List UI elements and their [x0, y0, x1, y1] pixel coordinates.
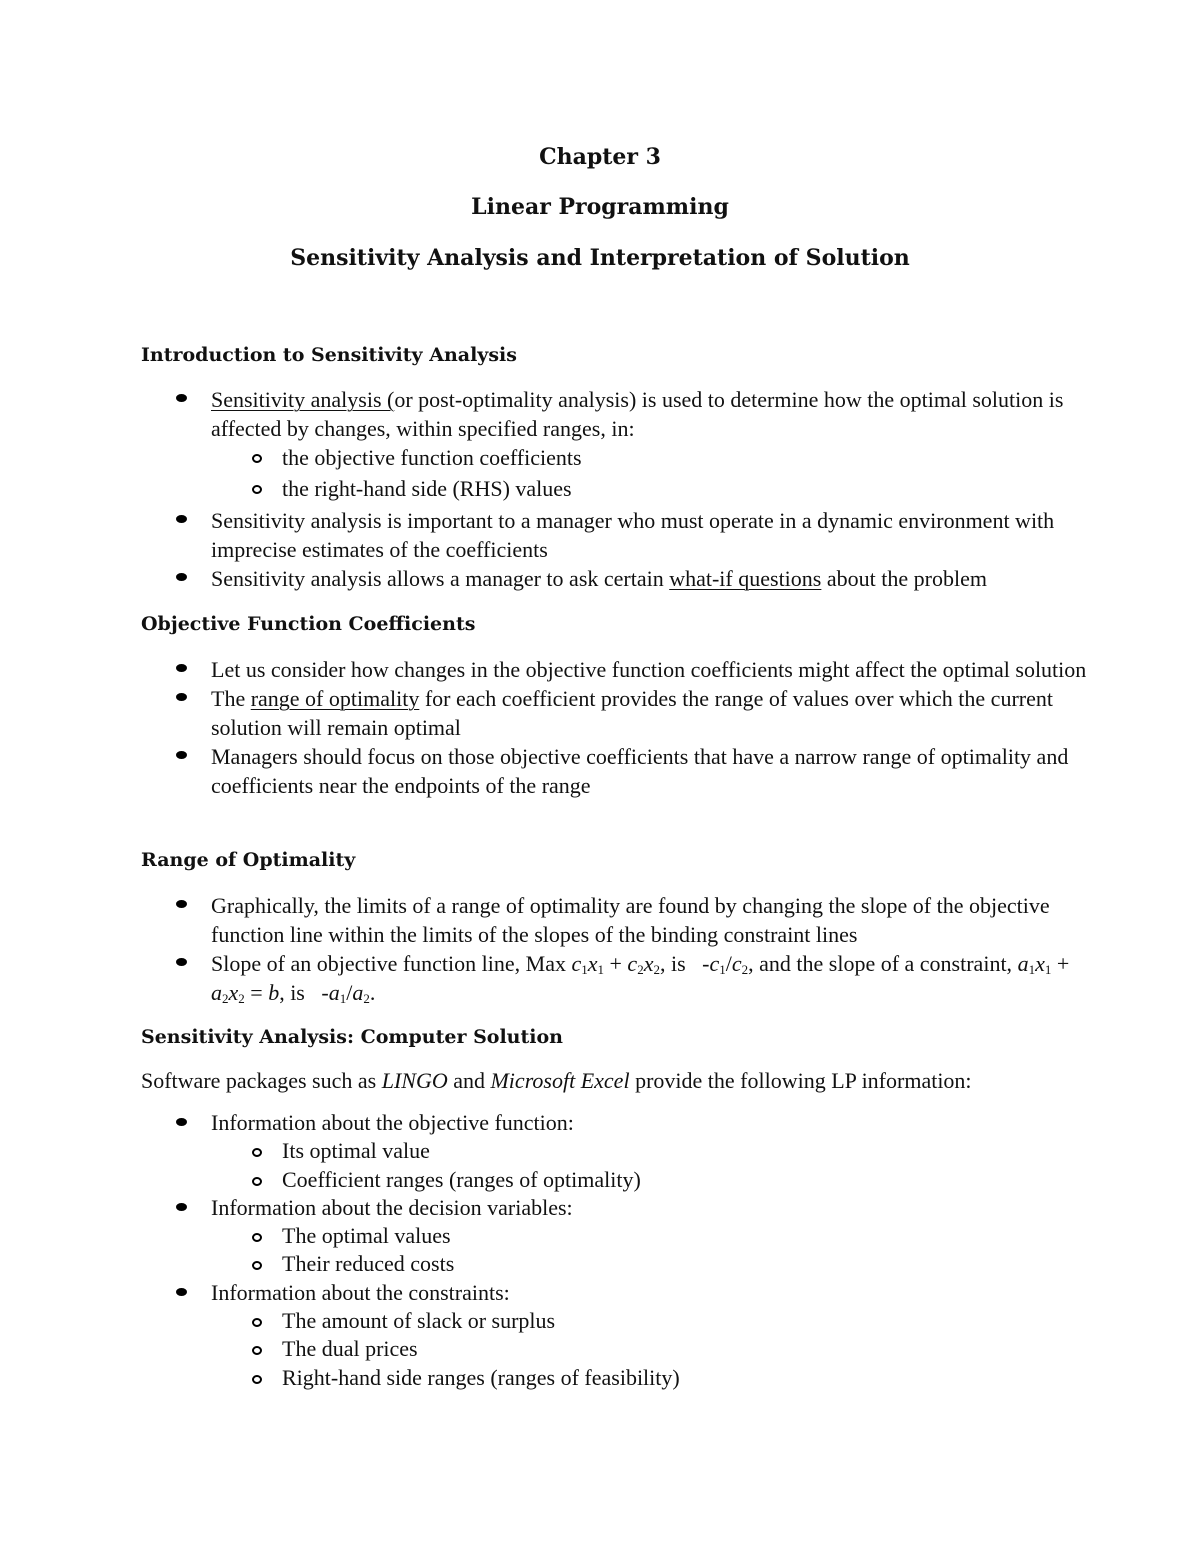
term-range-of-optimality: range of optimality	[250, 686, 420, 711]
bullet-icon	[176, 515, 187, 523]
subject-title: Linear Programming	[471, 194, 729, 220]
intro-list	[211, 385, 1091, 593]
list-item	[211, 742, 1091, 800]
list-item	[211, 891, 1091, 949]
list-item	[211, 949, 1091, 1007]
list-item	[211, 1279, 1091, 1307]
bullet-icon	[176, 1118, 187, 1126]
bullet-icon	[176, 664, 187, 672]
sub-list-item-text: Their reduced costs	[282, 1251, 455, 1277]
sub-list-item	[211, 1364, 1091, 1392]
sub-list-item-text: Coefficient ranges (ranges of optimality)	[282, 1166, 641, 1192]
bullet-icon	[176, 751, 187, 759]
bullet-icon	[176, 394, 187, 402]
list-item-text: The	[211, 686, 251, 711]
list-item	[211, 564, 1091, 593]
heading-computer: Sensitivity Analysis: Computer Solution	[141, 1026, 563, 1048]
list-item-text: about the problem	[821, 566, 987, 591]
heading-range: Range of Optimality	[141, 849, 356, 871]
list-item	[211, 506, 1091, 564]
circle-bullet-icon	[252, 1375, 262, 1384]
list-item-text: Graphically, the limits of a range of optimality are found by changing the slope of the objective function line within the limits of the slopes of the binding constraint lines	[211, 893, 1050, 947]
list-item-text: or post-optimality analysis) is used to determine how the optimal solution is affected by changes, within specified ranges, in:	[211, 387, 1064, 441]
bullet-icon	[176, 1203, 187, 1211]
computer-intro-paragraph: Software packages such as LINGO and Microsoft Excel provide the following LP information:	[141, 1068, 972, 1093]
circle-bullet-icon	[252, 1261, 262, 1270]
list-item	[211, 385, 1091, 443]
lingo-name: LINGO	[381, 1068, 448, 1093]
range-list	[211, 891, 1091, 1007]
chapter-title: Chapter 3	[539, 144, 661, 170]
list-item	[211, 1194, 1091, 1222]
bullet-icon	[176, 958, 187, 966]
circle-bullet-icon	[252, 1177, 262, 1186]
heading-intro: Introduction to Sensitivity Analysis	[141, 344, 517, 366]
objective-list	[211, 655, 1091, 800]
list-item-text: Sensitivity analysis is important to a manager who must operate in a dynamic environment with imprecise estimates of the coefficients	[211, 508, 1055, 562]
sub-list-item-text: Its optimal value	[282, 1138, 430, 1164]
list-item-text: Information about the constraints:	[211, 1279, 510, 1305]
sub-list-item-text: The optimal values	[282, 1223, 451, 1249]
sub-list-item	[211, 1250, 1091, 1278]
slope-formula-text: Slope of an objective function line, Max $c_1x_1 + c_2x_2$, is $-c_1/c_2$, and the slope of a constraint, $a_1x_1 + a_2x_2 = b$, is $-a_1/a_2$.	[211, 951, 1070, 1006]
circle-bullet-icon	[252, 1346, 262, 1355]
term-sensitivity-analysis: Sensitivity analysis (	[211, 387, 395, 412]
list-item-text: for each coefficient provides the range of values over which the current solution will remain optimal	[211, 686, 1053, 740]
sub-list-item-text: The amount of slack or surplus	[282, 1308, 556, 1334]
sub-list-item-text: Right-hand side ranges (ranges of feasibility)	[282, 1364, 680, 1390]
list-item-text: Sensitivity analysis allows a manager to ask certain	[211, 566, 670, 591]
sub-list-item	[211, 443, 1091, 472]
list-item-text: Managers should focus on those objective coefficients that have a narrow range of optimality and coefficients near the endpoints of the range	[211, 744, 1069, 798]
bullet-icon	[176, 693, 187, 701]
bullet-icon	[176, 573, 187, 581]
list-item	[211, 655, 1091, 684]
sub-list-item-text: the objective function coefficients	[282, 445, 582, 470]
sub-list-item	[211, 1137, 1091, 1165]
heading-objective: Objective Function Coefficients	[141, 613, 476, 635]
list-item-text: Let us consider how changes in the objective function coefficients might affect the optimal solution	[211, 657, 1087, 682]
list-item-text: Information about the objective function:	[211, 1110, 574, 1135]
computer-list	[211, 1109, 1091, 1392]
list-item	[211, 684, 1091, 742]
topic-title: Sensitivity Analysis and Interpretation of Solution	[290, 245, 910, 271]
excel-name: Microsoft Excel	[490, 1068, 630, 1093]
circle-bullet-icon	[252, 1318, 262, 1327]
circle-bullet-icon	[252, 485, 262, 494]
list-item	[211, 1109, 1091, 1137]
sub-list-item	[211, 1335, 1091, 1363]
bullet-icon	[176, 900, 187, 908]
circle-bullet-icon	[252, 1233, 262, 1242]
circle-bullet-icon	[252, 1148, 262, 1157]
sub-list-item-text: The dual prices	[282, 1336, 418, 1362]
sub-list-item	[211, 474, 1091, 503]
bullet-icon	[176, 1288, 187, 1296]
sub-list-item	[211, 1166, 1091, 1194]
circle-bullet-icon	[252, 454, 262, 463]
sub-list-item	[211, 1222, 1091, 1250]
sub-list-item-text: the right-hand side (RHS) values	[282, 476, 572, 501]
term-what-if: what-if questions	[669, 566, 822, 591]
list-item-text: Information about the decision variables:	[211, 1194, 573, 1220]
sub-list-item	[211, 1307, 1091, 1335]
